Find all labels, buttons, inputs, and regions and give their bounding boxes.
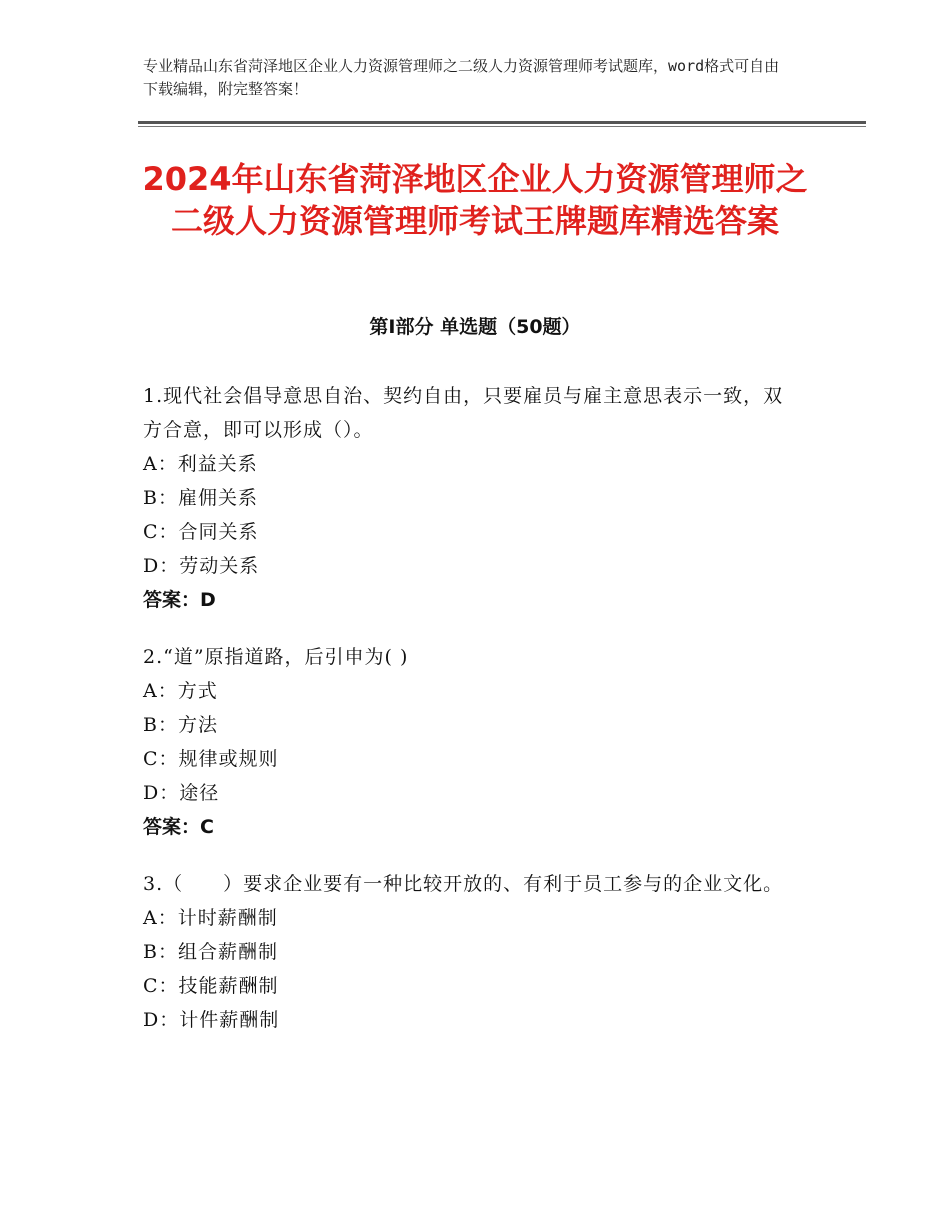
option-c: C：规律或规则 <box>143 748 279 770</box>
header-note: 专业精品山东省菏泽地区企业人力资源管理师之二级人力资源管理师考试题库，word格式可自由下载编辑，附完整答案！ <box>143 57 780 98</box>
document-title: 2024年山东省菏泽地区企业人力资源管理师之二级人力资源管理师考试王牌题库精选答案 <box>142 160 808 240</box>
section-title: 第Ⅰ部分 单选题（50题） <box>369 316 581 338</box>
header-rule-thick <box>138 121 866 124</box>
question-1 <box>143 379 803 617</box>
option-b: B：雇佣关系 <box>143 487 258 509</box>
question-2 <box>143 640 803 844</box>
question-3 <box>143 867 803 1037</box>
option-c: C：合同关系 <box>143 521 259 543</box>
answer-label: 答案：C <box>143 816 214 838</box>
question-stem: 2.“道”原指道路，后引申为( ) <box>143 646 409 668</box>
option-a: A：方式 <box>143 680 218 702</box>
option-c: C：技能薪酬制 <box>143 975 279 997</box>
question-stem: 3.（ ）要求企业要有一种比较开放的、有利于员工参与的企业文化。 <box>143 873 784 895</box>
option-a: A：利益关系 <box>143 453 258 475</box>
option-a: A：计时薪酬制 <box>143 907 278 929</box>
header-rule-thin <box>138 126 866 127</box>
question-list <box>143 379 803 1060</box>
option-d: D：途径 <box>143 782 220 804</box>
option-b: B：方法 <box>143 714 218 736</box>
answer-label: 答案：D <box>143 589 216 611</box>
option-d: D：劳动关系 <box>143 555 260 577</box>
question-stem: 1.现代社会倡导意思自治、契约自由，只要雇员与雇主意思表示一致，双方合意，即可以形成（）。 <box>143 385 784 441</box>
option-d: D：计件薪酬制 <box>143 1009 280 1031</box>
option-b: B：组合薪酬制 <box>143 941 278 963</box>
